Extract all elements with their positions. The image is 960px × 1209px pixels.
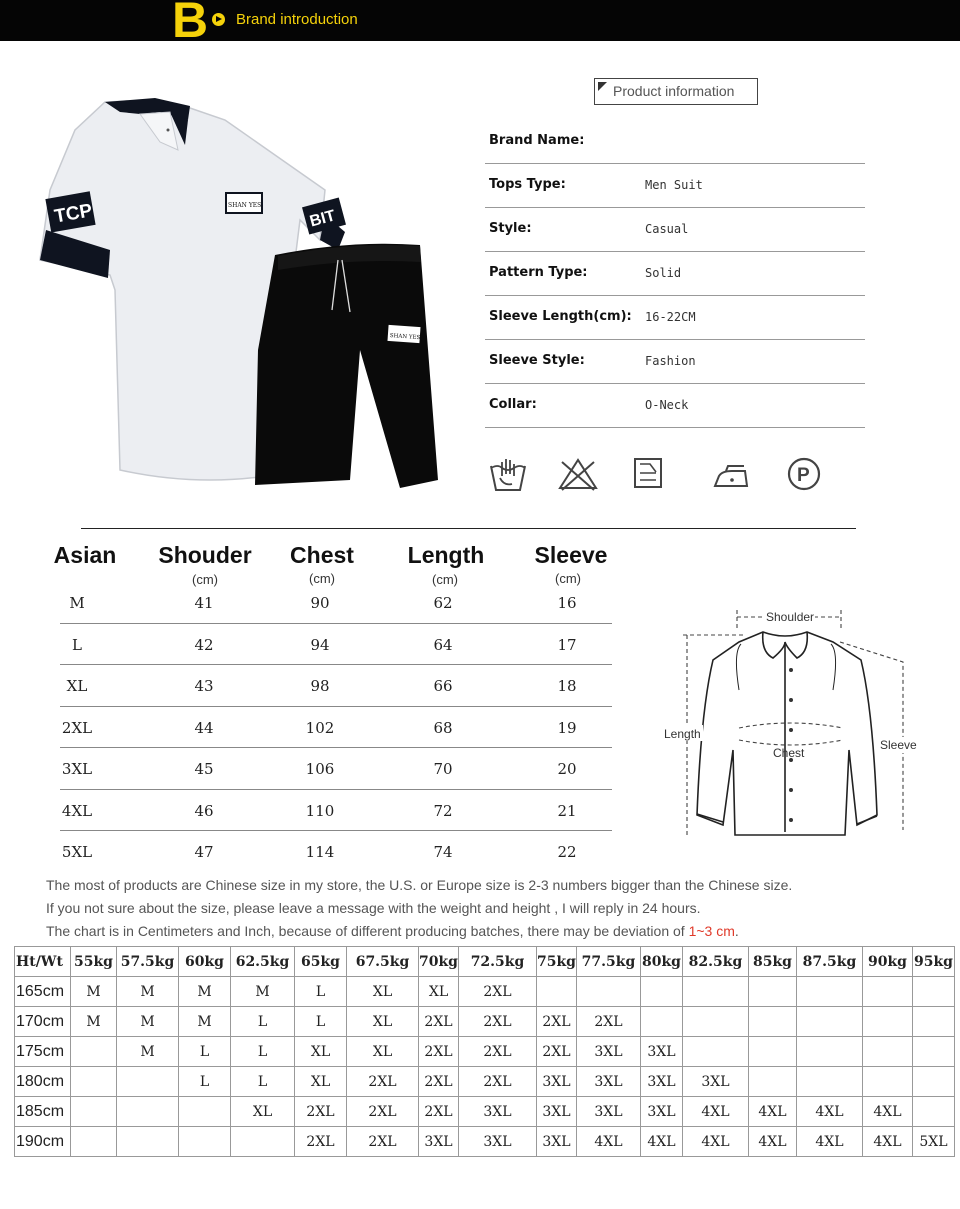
size-recommendation [796, 1037, 862, 1067]
size-recommendation: 2XL [347, 1127, 419, 1157]
unit-sleeve: (cm) [555, 571, 581, 586]
product-information-title: Product information [613, 83, 735, 99]
size-recommendation [682, 1037, 748, 1067]
info-row-tops-type [485, 164, 865, 208]
size-row [60, 748, 612, 790]
size-recommendation: L [295, 977, 347, 1007]
size-recommendation [682, 977, 748, 1007]
size-recommendation [862, 977, 912, 1007]
size-cell: 43 [194, 677, 214, 695]
info-label: Pattern Type: [489, 265, 588, 280]
size-recommendation: 3XL [576, 1037, 640, 1067]
size-cell: 66 [433, 677, 453, 695]
size-recommendation: L [179, 1067, 231, 1097]
play-arrow-icon [212, 13, 225, 26]
height-label: 170cm [15, 1007, 71, 1037]
size-recommendation: 3XL [576, 1097, 640, 1127]
size-cell: 64 [433, 635, 453, 654]
size-recommendation: M [117, 1037, 179, 1067]
size-recommendation [576, 977, 640, 1007]
weight-header: 75kg [536, 947, 576, 977]
info-row-style [485, 208, 865, 252]
hw-header-row [15, 947, 955, 977]
weight-header: 85kg [748, 947, 796, 977]
size-cell: 68 [433, 718, 453, 737]
size-recommendation: 2XL [419, 1037, 459, 1067]
size-cell: 114 [305, 843, 335, 861]
size-recommendation [71, 1037, 117, 1067]
size-recommendation [862, 1037, 912, 1067]
product-info-table [485, 120, 865, 428]
size-recommendation [748, 1007, 796, 1037]
size-cell: XL [66, 677, 88, 695]
size-cell: 47 [194, 843, 214, 861]
header-letter: B [172, 0, 209, 48]
size-notes [46, 876, 926, 945]
info-label: Style: [489, 221, 532, 236]
weight-header: 87.5kg [796, 947, 862, 977]
size-recommendation [748, 977, 796, 1007]
weight-header: 65kg [295, 947, 347, 977]
size-cell: 90 [310, 594, 330, 612]
size-cell: 42 [194, 635, 214, 654]
size-recommendation: 3XL [536, 1097, 576, 1127]
size-recommendation [682, 1007, 748, 1037]
size-recommendation [912, 1007, 954, 1037]
header-bar [0, 0, 960, 48]
size-recommendation: 3XL [640, 1097, 682, 1127]
size-recommendation: 4XL [576, 1127, 640, 1157]
info-label: Sleeve Style: [489, 353, 585, 368]
size-recommendation: XL [295, 1037, 347, 1067]
size-recommendation: 2XL [419, 1097, 459, 1127]
hw-row [15, 1127, 955, 1157]
hw-row [15, 1037, 955, 1067]
info-value: Solid [645, 266, 682, 280]
info-label: Tops Type: [489, 177, 566, 192]
height-label: 190cm [15, 1127, 71, 1157]
size-recommendation [796, 1007, 862, 1037]
weight-header: 55kg [71, 947, 117, 977]
info-value: Fashion [645, 354, 696, 368]
size-recommendation: XL [295, 1067, 347, 1097]
size-cell: 20 [557, 760, 577, 778]
size-recommendation: 3XL [640, 1037, 682, 1067]
note-text: The chart is in Centimeters and Inch, because of different producing batches, there may be deviation of [46, 923, 689, 939]
measurement-diagram [655, 600, 920, 850]
info-label: Sleeve Length(cm): [489, 309, 632, 324]
product-information-badge [594, 78, 758, 105]
size-row [60, 665, 612, 707]
size-recommendation [179, 1097, 231, 1127]
size-recommendation [912, 977, 954, 1007]
note-line: If you not sure about the size, please leave a message with the weight and height , I will reply in 24 hours. [46, 900, 701, 916]
size-recommendation: 2XL [295, 1097, 347, 1127]
hw-corner: Ht/Wt [15, 947, 71, 977]
size-row [60, 790, 612, 832]
height-label: 185cm [15, 1097, 71, 1127]
size-recommendation: 2XL [419, 1067, 459, 1097]
size-cell: 70 [433, 760, 453, 778]
size-recommendation: 2XL [347, 1067, 419, 1097]
size-recommendation [536, 977, 576, 1007]
size-recommendation: 2XL [536, 1037, 576, 1067]
height-label: 180cm [15, 1067, 71, 1097]
size-recommendation [748, 1037, 796, 1067]
weight-header: 62.5kg [231, 947, 295, 977]
size-row [60, 831, 612, 873]
hw-row [15, 1097, 955, 1127]
size-recommendation: 4XL [862, 1127, 912, 1157]
header-length: Length [407, 542, 485, 568]
size-cell: 94 [310, 635, 330, 654]
size-cell: 3XL [61, 760, 93, 778]
size-recommendation [71, 1127, 117, 1157]
info-value: Men Suit [645, 178, 703, 192]
label-length: Length [664, 727, 701, 741]
size-recommendation [640, 977, 682, 1007]
size-cell: 41 [194, 594, 214, 612]
size-recommendation: 3XL [536, 1067, 576, 1097]
info-row-brand [485, 120, 865, 164]
size-recommendation: M [117, 1007, 179, 1037]
size-recommendation [231, 1127, 295, 1157]
size-recommendation [796, 1067, 862, 1097]
size-cell: 98 [310, 677, 330, 695]
size-recommendation: 3XL [536, 1127, 576, 1157]
weight-header: 67.5kg [347, 947, 419, 977]
note-end: . [734, 923, 739, 939]
deviation-highlight: 1~3 cm [688, 923, 735, 939]
size-recommendation: 3XL [458, 1127, 536, 1157]
section-divider [81, 528, 856, 529]
size-cell: L [72, 635, 82, 654]
care-icons [486, 454, 836, 494]
size-recommendation [912, 1037, 954, 1067]
size-recommendation: 4XL [796, 1127, 862, 1157]
height-label: 165cm [15, 977, 71, 1007]
header-title: Brand introduction [236, 11, 358, 28]
size-recommendation: XL [419, 977, 459, 1007]
hw-row [15, 977, 955, 1007]
size-recommendation: 3XL [419, 1127, 459, 1157]
iron-icon [712, 454, 750, 492]
size-recommendation: 2XL [458, 1037, 536, 1067]
size-cell: 106 [305, 760, 335, 778]
size-cell: 4XL [61, 801, 93, 820]
header-sleeve: Sleeve [534, 542, 608, 568]
hw-row [15, 1067, 955, 1097]
size-recommendation: 2XL [458, 1007, 536, 1037]
weight-header: 57.5kg [117, 947, 179, 977]
size-recommendation: 4XL [748, 1097, 796, 1127]
size-recommendation: 2XL [576, 1007, 640, 1037]
size-recommendation: 4XL [796, 1097, 862, 1127]
weight-header: 80kg [640, 947, 682, 977]
size-recommendation [640, 1007, 682, 1037]
size-recommendation: 4XL [862, 1097, 912, 1127]
weight-header: 60kg [179, 947, 231, 977]
size-recommendation [179, 1127, 231, 1157]
size-recommendation: 3XL [458, 1097, 536, 1127]
size-cell: 2XL [61, 718, 93, 737]
size-cell: 74 [433, 843, 453, 861]
note-line: The most of products are Chinese size in my store, the U.S. or Europe size is 2-3 numbers bigger than the Chinese size. [46, 877, 793, 893]
unit-chest: (cm) [309, 571, 335, 586]
size-chart-rows [60, 582, 612, 873]
weight-header: 82.5kg [682, 947, 748, 977]
size-recommendation [71, 1067, 117, 1097]
chest-badge-text: SHAN YES [228, 202, 262, 209]
size-recommendation: M [71, 977, 117, 1007]
header-asian: Asian [53, 542, 117, 568]
size-recommendation [117, 1067, 179, 1097]
info-row-pattern-type [485, 252, 865, 296]
no-bleach-icon [556, 454, 600, 492]
size-cell: 22 [557, 843, 577, 861]
unit-length: (cm) [432, 572, 458, 587]
size-recommendation: M [179, 1007, 231, 1037]
size-row [60, 624, 612, 666]
size-cell: 16 [557, 594, 577, 612]
weight-header: 95kg [912, 947, 954, 977]
size-recommendation: 2XL [347, 1097, 419, 1127]
size-recommendation: XL [347, 1007, 419, 1037]
info-value: 16-22CM [645, 310, 696, 324]
info-value: O-Neck [645, 398, 689, 412]
size-cell: 19 [557, 718, 577, 737]
info-value: Casual [645, 222, 689, 236]
size-recommendation: 3XL [682, 1067, 748, 1097]
size-recommendation: 2XL [536, 1007, 576, 1037]
product-image [20, 90, 450, 500]
size-recommendation: M [231, 977, 295, 1007]
shirt-outline [697, 632, 877, 835]
size-recommendation: XL [347, 1037, 419, 1067]
size-recommendation: M [117, 977, 179, 1007]
size-cell: 45 [194, 760, 214, 778]
info-row-collar [485, 384, 865, 428]
header-chest: Chest [290, 542, 354, 568]
label-chest: Chest [773, 746, 805, 760]
size-recommendation [912, 1097, 954, 1127]
size-recommendation: XL [231, 1097, 295, 1127]
info-row-sleeve-style [485, 340, 865, 384]
size-row [60, 707, 612, 749]
size-cell: M [69, 594, 85, 612]
size-recommendation: 3XL [576, 1067, 640, 1097]
dry-flat-icon [632, 454, 664, 492]
label-shoulder: Shoulder [766, 610, 815, 624]
info-label: Collar: [489, 397, 537, 412]
size-recommendation: 4XL [682, 1097, 748, 1127]
size-recommendation: 2XL [458, 977, 536, 1007]
note-line [46, 922, 926, 945]
shorts-badge-text: SHAN YES [389, 333, 421, 342]
size-cell: 44 [194, 718, 214, 737]
size-recommendation: M [71, 1007, 117, 1037]
size-recommendation [796, 977, 862, 1007]
weight-header: 72.5kg [458, 947, 536, 977]
size-recommendation: XL [347, 977, 419, 1007]
size-recommendation: 3XL [640, 1067, 682, 1097]
svg-text:P: P [797, 465, 810, 486]
size-recommendation: 4XL [640, 1127, 682, 1157]
weight-header: 90kg [862, 947, 912, 977]
unit-shoulder: (cm) [192, 572, 218, 587]
size-cell: 62 [433, 594, 453, 612]
size-recommendation: 2XL [458, 1067, 536, 1097]
size-recommendation [71, 1097, 117, 1127]
weight-header: 77.5kg [576, 947, 640, 977]
size-recommendation [912, 1067, 954, 1097]
size-recommendation: M [179, 977, 231, 1007]
hand-wash-icon [488, 454, 528, 492]
height-label: 175cm [15, 1037, 71, 1067]
size-cell: 21 [557, 801, 577, 820]
info-label: Brand Name: [489, 133, 585, 148]
dry-clean-icon [786, 454, 822, 492]
size-recommendation: L [231, 1007, 295, 1037]
hw-row [15, 1007, 955, 1037]
size-recommendation: 5XL [912, 1127, 954, 1157]
shorts [255, 244, 438, 488]
sleeve-print-left: TCP [52, 200, 94, 228]
size-recommendation: 2XL [419, 1007, 459, 1037]
height-weight-table [14, 946, 955, 1157]
size-recommendation [862, 1067, 912, 1097]
sleeve-print-right: BIT [307, 207, 338, 231]
corner-triangle-icon [598, 82, 607, 91]
size-recommendation: 4XL [682, 1127, 748, 1157]
size-recommendation [748, 1067, 796, 1097]
size-recommendation [117, 1097, 179, 1127]
size-cell: 46 [194, 801, 214, 820]
size-cell: 110 [305, 801, 335, 820]
header-shoulder: Shouder [158, 542, 252, 568]
info-row-sleeve-length [485, 296, 865, 340]
size-recommendation: 2XL [295, 1127, 347, 1157]
size-recommendation: L [295, 1007, 347, 1037]
size-cell: 72 [433, 801, 453, 820]
label-sleeve: Sleeve [880, 738, 917, 752]
weight-header: 70kg [419, 947, 459, 977]
size-recommendation: L [231, 1067, 295, 1097]
size-row [60, 582, 612, 624]
size-recommendation [117, 1127, 179, 1157]
size-cell: 18 [557, 677, 577, 695]
size-cell: 102 [305, 718, 335, 737]
size-cell: 17 [557, 635, 577, 654]
size-recommendation [862, 1007, 912, 1037]
size-recommendation: L [231, 1037, 295, 1067]
size-recommendation: L [179, 1037, 231, 1067]
size-cell: 5XL [61, 843, 93, 861]
size-recommendation: 4XL [748, 1127, 796, 1157]
